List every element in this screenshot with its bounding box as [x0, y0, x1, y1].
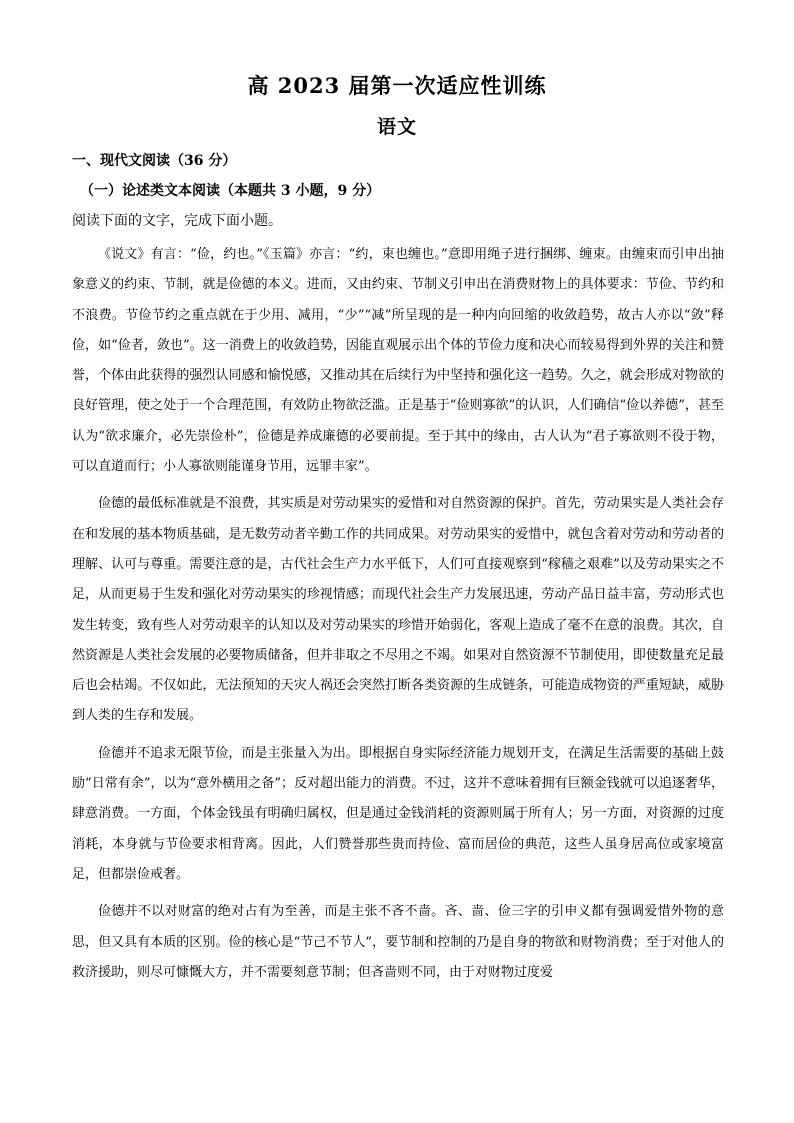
- section-heading: 一、现代文阅读（36 分）: [72, 153, 237, 169]
- paragraph-1: 《说文》有言：“俭，约也。”《玉篇》亦言：“约，束也缠也。”意即用绳子进行捆绑、缠束。由缠束而引申出抽象意义的约束、节制，就是俭德的本义。进而，又由约束、节制义引申出在消费财物上的具体要求：节俭、节约和不浪费。节俭节约之重点就在于少用、减用，“少”“减”所呈现的是一种内向回缩的收敛趋势，故古人亦以“敛”释俭，如“俭者，敛也”。这一消费上的收敛趋势，因能直观展示出个体的节俭力度和决心而较易得到外界的关注和赞誉，个体由此获得的强烈认同感和愉悦感，又推动其在后续行为中坚持和强化这一趋势。久之，就会形成对物欲的良好管理，使之处于一个合理范围，有效防止物欲泛滥。正是基于“俭则寡欲”的认识，人们确信“俭以养德”，甚至认为“欲求廉介，必先崇俭朴”，俭德是养成廉德的必要前提。至于其中的缘由，古人认为“君子寡欲则不役于物，可以直道而行；小人寡欲则能谨身节用，远罪丰家”。: [72, 247, 724, 475]
- subject-title: 语文: [376, 116, 417, 138]
- paragraph-4: 俭德并不以对财富的绝对占有为至善，而是主张不吝不啬。吝、啬、俭三字的引申义都有强调爱惜外物的意思，但又具有本质的区别。俭的核心是“节己不节人”，要节制和控制的乃是自身的物欲和财物消费；至于对他人的救济援助，则尽可慷慨大方，并不需要刻意节制；但吝啬则不同，由于对财物过度爱: [72, 904, 724, 980]
- subsection-heading: （一）论述类文本阅读（本题共 3 小题，9 分）: [80, 183, 381, 199]
- paragraph-3: 俭德并不追求无限节俭，而是主张量入为出。即根据自身实际经济能力规划开支，在满足生活需要的基础上鼓励“日常有余”，以为“意外横用之备”；反对超出能力的消费。不过，这并不意味着拥有巨额金钱就可以追逐奢华，肆意消费。一方面，个体金钱虽有明确归属权，但是通过金钱消耗的资源则属于所有人；另一方面，对资源的过度消耗，本身就与节俭要求相背离。因此，人们赞誉那些贵而持俭、富而居俭的典范，这些人虽身居高位或家境富足，但都崇俭戒奢。: [72, 745, 724, 882]
- article-body: [72, 240, 724, 988]
- document-title: 高 2023 届第一次适应性训练: [247, 73, 547, 98]
- paragraph-2: 俭德的最低标准就是不浪费，其实质是对劳动果实的爱惜和对自然资源的保护。首先，劳动果实是人类社会存在和发展的基本物质基础，是无数劳动者辛勤工作的共同成果。对劳动果实的爱惜中，就包含着对劳动和劳动者的理解、认可与尊重。需要注意的是，古代社会生产力水平低下，人们可直接观察到“稼穑之艰难”以及劳动果实之不足，从而更易于生发和强化对劳动果实的珍视情感；而现代社会生产力发展迅速，劳动产品日益丰富，劳动形式也发生转变，致有些人对劳动艰辛的认知以及对劳动果实的珍惜开始弱化，客观上造成了毫不在意的浪费。其次，自然资源是人类社会发展的必要物质储备，但并非取之不尽用之不竭。如果对自然资源不节制使用，即使数量充足最后也会枯竭。不仅如此，无法预知的天灾人祸还会突然打断各类资源的生成链条，可能造成物资的严重短缺，威胁到人类的生存和发展。: [72, 496, 724, 724]
- reading-instruction: 阅读下面的文字，完成下面小题。: [72, 213, 282, 229]
